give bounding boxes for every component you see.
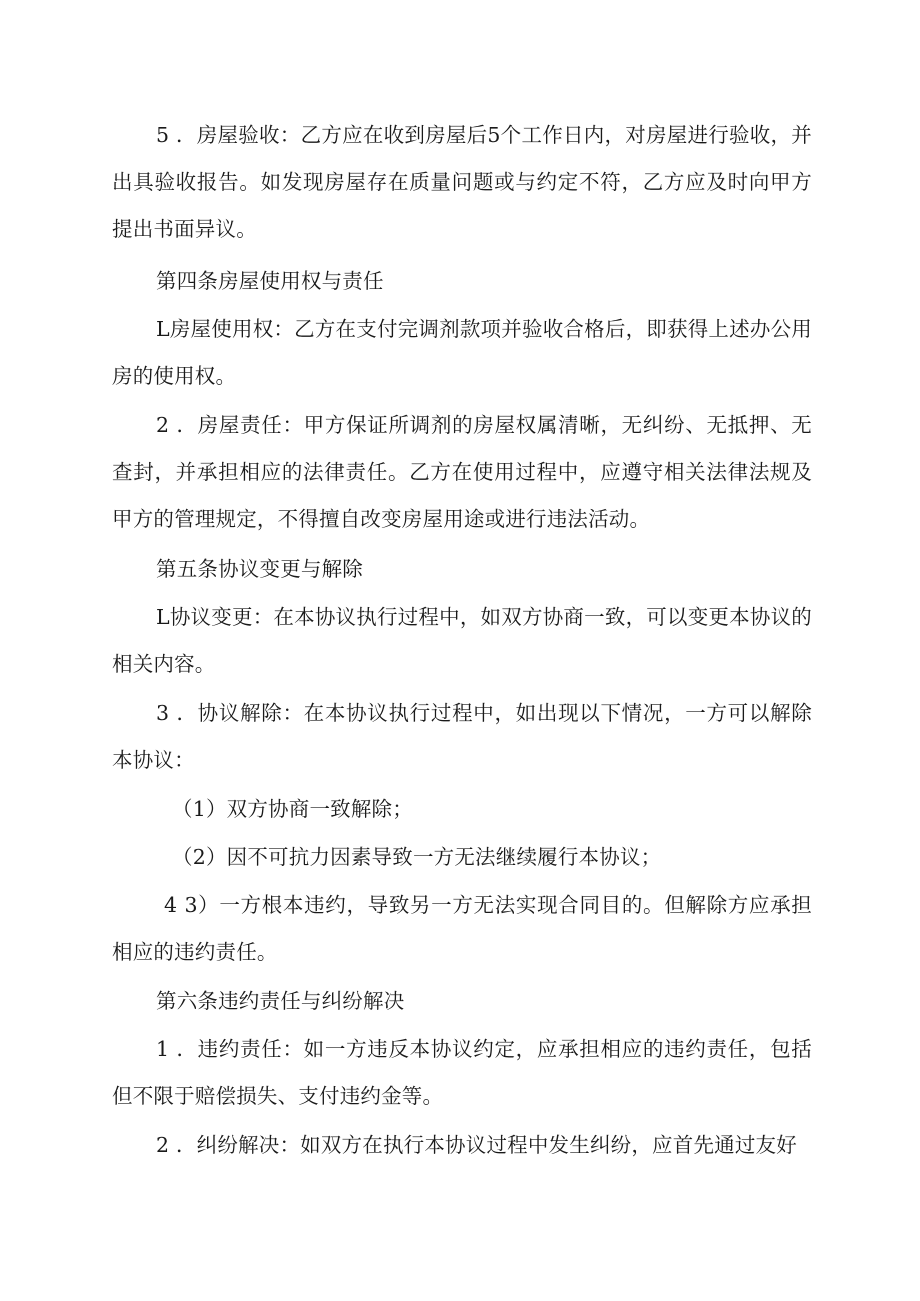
- clause-5-3-agreement-termination: 3 ．协议解除：在本协议执行过程中，如出现以下情况，一方可以解除本协议：: [112, 701, 812, 772]
- clause-6-2-dispute-resolution: 2 ．纠纷解决：如双方在执行本协议过程中发生纠纷，应首先通过友好: [156, 1133, 797, 1157]
- article-5-heading: 第五条协议变更与解除: [156, 557, 363, 581]
- termination-case-2: （2）因不可抗力因素导致一方无法继续履行本协议；: [172, 845, 662, 869]
- clause-4-2-house-responsibility: 2 ．房屋责任：甲方保证所调剂的房屋权属清晰，无纠纷、无抵押、无查封，并承担相应的法律责任。乙方在使用过程中，应遵守相关法律法规及甲方的管理规定，不得擅自改变房屋用途或进行违法活动。: [112, 413, 812, 531]
- clause-6-1-liability: 1 ．违约责任：如一方违反本协议约定，应承担相应的违约责任，包括但不限于赔偿损失、支付违约金等。: [112, 1037, 812, 1108]
- clause-3-5-house-acceptance: 5 ．房屋验收：乙方应在收到房屋后5个工作日内，对房屋进行验收，并出具验收报告。如发现房屋存在质量问题或与约定不符，乙方应及时向甲方提出书面异议。: [112, 123, 812, 241]
- clause-4-1-usage-right: L房屋使用权：乙方在支付完调剂款项并验收合格后，即获得上述办公用房的使用权。: [112, 317, 812, 388]
- termination-case-3: 4 3）一方根本违约，导致另一方无法实现合同目的。但解除方应承担相应的违约责任。: [112, 893, 812, 964]
- article-6-heading: 第六条违约责任与纠纷解决: [156, 989, 405, 1013]
- termination-case-1: （1）双方协商一致解除；: [172, 797, 413, 821]
- article-4-heading: 第四条房屋使用权与责任: [156, 269, 384, 293]
- clause-5-1-agreement-change: L协议变更：在本协议执行过程中，如双方协商一致，可以变更本协议的相关内容。: [112, 605, 812, 676]
